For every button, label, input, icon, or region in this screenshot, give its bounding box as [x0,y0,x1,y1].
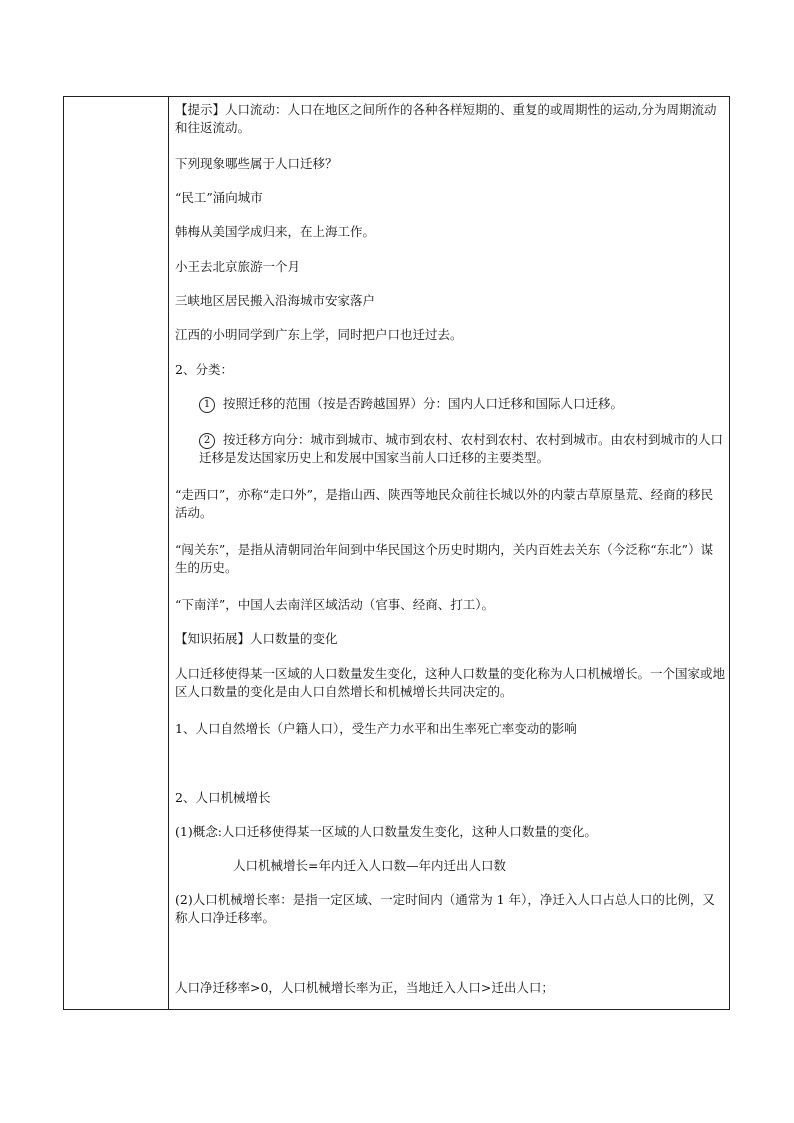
hint-paragraph: 【提示】人口流动：人口在地区之间所作的各种各样短期的、重复的或周期性的运动,分为周期流动和往返流动。 [175,102,717,135]
column-divider [168,97,169,1009]
history-paragraph: “闯关东”，是指从清朝同治年间到中华民国这个历史时期内，关内百姓去关东（今泛称“东北”）谋生的历史。 [175,542,714,575]
circled-number: 2 [199,433,215,449]
history-paragraph: “走西口”，亦称“走口外”，是指山西、陕西等地民众前往长城以外的内蒙古草原垦荒、经商的移民活动。 [175,487,714,520]
definition-paragraph: 人口迁移使得某一区域的人口数量发生变化，这种人口数量的变化称为人口机械增长。一个国家或地区人口数量的变化是由人口自然增长和机械增长共同决定的。 [175,666,726,699]
question-paragraph: 下列现象哪些属于人口迁移？ [175,156,338,171]
content-table [63,96,730,1010]
knowledge-heading: 【知识拓展】人口数量的变化 [175,631,338,646]
circled-number: 1 [199,397,215,413]
classification-text: 按照迁移的范围（按是否跨越国界）分：国内人口迁移和国际人口迁移。 [223,396,624,411]
natural-growth-paragraph: 1、人口自然增长（户籍人口），受生产力水平和出生率死亡率变动的影响 [175,721,577,736]
example-item: 韩梅从美国学成归来，在上海工作。 [175,224,376,239]
example-item: 小王去北京旅游一个月 [175,259,301,274]
classification-heading: 2、分类： [175,362,233,377]
classification-item-2 [199,431,725,467]
rate-condition-paragraph: 人口净迁移率>0，人口机械增长率为正，当地迁入人口>迁出人口； [175,980,554,995]
classification-text: 按迁移方向分：城市到城市、城市到农村、农村到农村、农村到城市。由农村到城市的人口迁移是发达国家历史上和发展中国家当前人口迁移的主要类型。 [199,432,724,465]
example-item: 三峡地区居民搬入沿海城市安家落户 [175,293,376,308]
formula: 人口机械增长=年内迁入人口数—年内迁出人口数 [233,858,506,873]
example-item: “民工”涌向城市 [175,190,263,205]
example-item: 江西的小明同学到广东上学，同时把户口也迁过去。 [175,327,463,342]
history-paragraph: “下南洋”，中国人去南洋区域活动（官事、经商、打工）。 [175,597,495,612]
mechanical-growth-heading: 2、人口机械增长 [175,790,271,805]
rate-paragraph: (2)人口机械增长率：是指一定区域、一定时间内（通常为 1 年），净迁入人口占总人口的比例，又称人口净迁移率。 [175,892,715,925]
classification-item-1 [199,395,725,413]
concept-paragraph: (1)概念:人口迁移使得某一区域的人口数量发生变化，这种人口数量的变化。 [175,824,597,839]
